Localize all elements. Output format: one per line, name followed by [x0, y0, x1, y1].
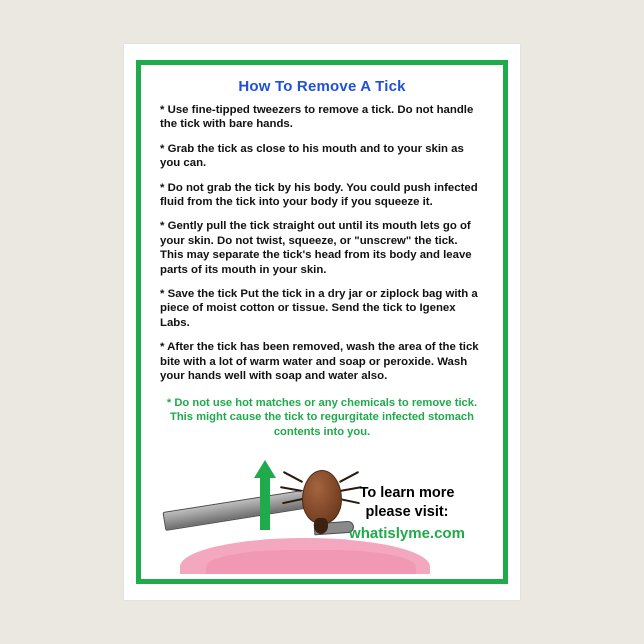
arrow-shaft: [260, 476, 270, 530]
up-arrow-icon: [254, 460, 276, 530]
tick-leg: [280, 486, 302, 492]
skin-shadow: [206, 550, 416, 574]
instruction-paragraph: * Save the tick Put the tick in a dry jar or ziplock bag with a piece of moist cotton or tissue. Send the tick to Igenex Labs.: [160, 288, 478, 329]
instruction-paragraph: * Use fine-tipped tweezers to remove a tick. Do not handle the tick with bare hands.: [160, 104, 474, 131]
page-title: How To Remove A Tick: [238, 78, 406, 95]
card-inner: [146, 70, 498, 574]
tick-leg: [282, 498, 304, 505]
instruction-paragraph: * Gently pull the tick straight out until its mouth lets go of your skin. Do not twist, squeeze, or "unscrew" the tick. This may separate the tick's head from its body and leave parts of its mouth in your skin.: [160, 220, 472, 276]
instructions-list: [146, 103, 498, 384]
instruction-paragraph: * Grab the tick as close to his mouth and to your skin as you can.: [160, 142, 464, 170]
green-border-frame: [136, 60, 508, 584]
learn-more-block: [332, 484, 482, 544]
learn-more-line-1: To learn more: [359, 485, 455, 501]
learn-more-line-2: please visit:: [365, 504, 449, 520]
website-link[interactable]: whatislyme.com: [349, 525, 465, 542]
warning-text: * Do not use hot matches or any chemicals to remove tick. This might cause the tick to regurgitate infected stomach contents into you.: [166, 396, 478, 438]
tick-head: [314, 518, 328, 534]
illustration: [146, 436, 498, 574]
business-card: [124, 44, 520, 600]
instruction-paragraph: * After the tick has been removed, wash the area of the tick bite with a lot of warm water and soap or peroxide. Wash your hands well with soap and water also.: [160, 341, 479, 383]
tick-leg: [339, 471, 359, 483]
tick-leg: [283, 471, 303, 483]
instruction-paragraph: * Do not grab the tick by his body. You could push infected fluid from the tick into your body if you squeeze it.: [160, 181, 478, 209]
